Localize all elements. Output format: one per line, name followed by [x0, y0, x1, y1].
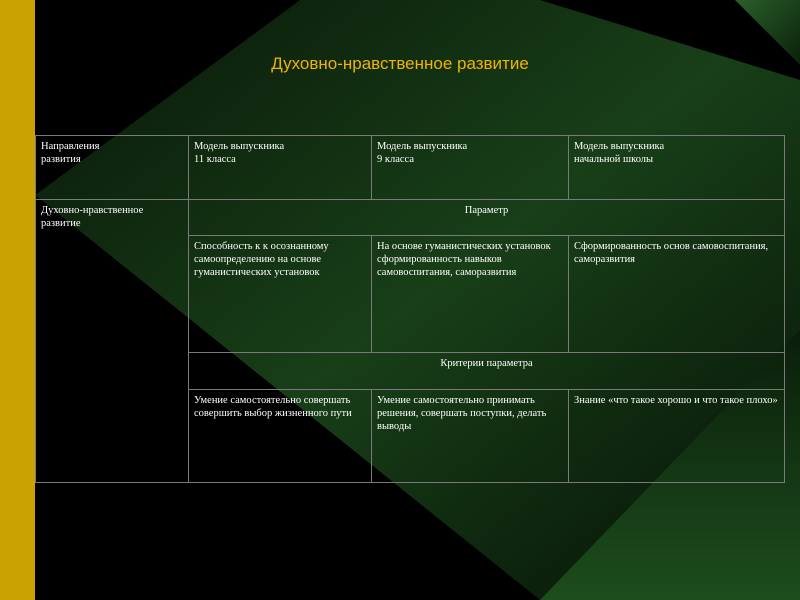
parameter-primary-school: Сформированность основ самовоспитания, саморазвития: [569, 236, 785, 353]
table-header-row: [36, 136, 785, 200]
header-directions: Направления развития: [36, 136, 189, 200]
parameter-heading: Параметр: [189, 200, 785, 236]
parameter-grade-9: На основе гуманистических установок сформированность навыков самовоспитания, саморазвития: [372, 236, 569, 353]
criteria-heading: Критерии параметра: [189, 353, 785, 390]
criteria-grade-9: Умение самостоятельно принимать решения, совершать поступки, делать выводы: [372, 390, 569, 483]
parameter-grade-11: Способность к к осознанному самоопределению на основе гуманистических установок: [189, 236, 372, 353]
parameter-heading-row: [36, 200, 785, 236]
header-primary-school: Модель выпускника начальной школы: [569, 136, 785, 200]
slide-title: Духовно-нравственное развитие: [271, 54, 529, 73]
development-table: [35, 135, 785, 483]
criteria-grade-11: Умение самостоятельно совершать совершить выбор жизненного пути: [189, 390, 372, 483]
header-grade-9: Модель выпускника 9 класса: [372, 136, 569, 200]
criteria-primary-school: Знание «что такое хорошо и что такое плохо»: [569, 390, 785, 483]
header-grade-11: Модель выпускника 11 класса: [189, 136, 372, 200]
row-label-direction: Духовно-нравственное развитие: [36, 200, 189, 483]
left-gold-strip: [0, 0, 35, 600]
